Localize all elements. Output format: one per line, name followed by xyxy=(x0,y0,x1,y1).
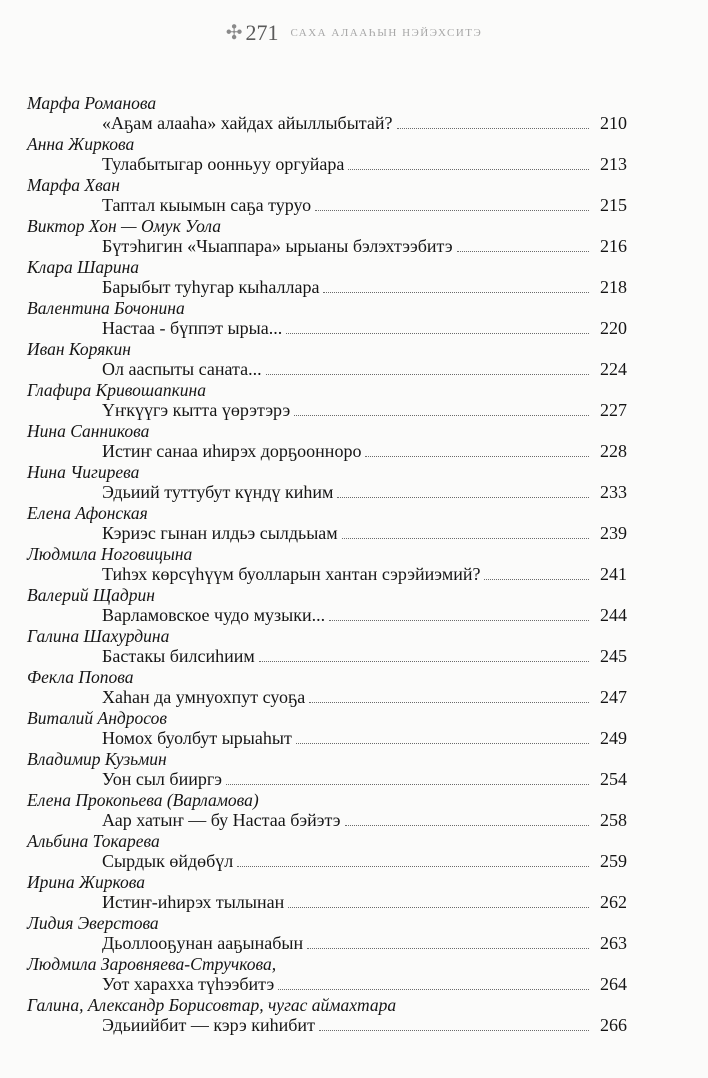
entry-line xyxy=(27,810,627,831)
entry-author: Марфа Хван xyxy=(27,175,120,195)
dot-leader xyxy=(329,616,589,621)
table-of-contents xyxy=(27,93,627,1036)
toc-entry xyxy=(27,790,627,831)
entry-line xyxy=(27,605,627,626)
toc-entry xyxy=(27,175,627,216)
entry-page-number: 213 xyxy=(600,154,627,174)
entry-author: Елена Прокопьева (Варламова) xyxy=(27,790,259,810)
entry-author: Лидия Эверстова xyxy=(27,913,159,933)
entry-page-number: 259 xyxy=(600,851,627,871)
entry-page-number: 210 xyxy=(600,113,627,133)
entry-author: Людмила Заровняева-Стручкова, xyxy=(27,954,277,974)
entry-author: Ирина Жиркова xyxy=(27,872,145,892)
dot-leader xyxy=(294,411,589,416)
entry-title: Истиҥ-иһирэх тылынан xyxy=(102,892,285,912)
entry-title: Бастакы билсиһиим xyxy=(102,646,255,666)
dot-leader xyxy=(315,206,589,211)
dot-leader xyxy=(286,329,589,334)
entry-title: Бүтэһигин «Чыаппара» ырыаны бэлэхтээбитэ xyxy=(102,236,453,256)
ornament-icon: ✣ xyxy=(225,22,243,44)
dot-leader xyxy=(457,247,589,252)
dot-leader xyxy=(266,370,589,375)
dot-leader xyxy=(337,493,589,498)
entry-line xyxy=(27,1015,627,1036)
entry-page-number: 228 xyxy=(600,441,627,461)
dot-leader xyxy=(323,288,589,293)
entry-line xyxy=(27,851,627,872)
entry-title: Тиһэх көрсүһүүм буолларын хантан сэрэйиэмий? xyxy=(102,564,481,584)
entry-title: Уон сыл бииргэ xyxy=(102,769,222,789)
entry-page-number: 247 xyxy=(600,687,627,707)
toc-entry xyxy=(27,872,627,913)
entry-line xyxy=(27,318,627,339)
entry-title: Эдьиий туттубут күндү киһим xyxy=(102,482,334,502)
toc-entry xyxy=(27,544,627,585)
entry-author: Анна Жиркова xyxy=(27,134,135,154)
toc-entry xyxy=(27,462,627,503)
entry-page-number: 239 xyxy=(600,523,627,543)
entry-author: Валерий Щадрин xyxy=(27,585,155,605)
toc-entry xyxy=(27,298,627,339)
entry-page-number: 258 xyxy=(600,810,627,830)
entry-page-number: 262 xyxy=(600,892,627,912)
entry-page-number: 264 xyxy=(600,974,627,994)
entry-line xyxy=(27,154,627,175)
entry-line xyxy=(27,646,627,667)
entry-title: Тулабытыгар оонньуу оргуйара xyxy=(102,154,345,174)
entry-line xyxy=(27,769,627,790)
entry-author: Нина Чигирева xyxy=(27,462,140,482)
toc-entry xyxy=(27,831,627,872)
entry-author: Людмила Ноговицына xyxy=(27,544,193,564)
entry-line xyxy=(27,892,627,913)
dot-leader xyxy=(278,985,589,990)
entry-author: Глафира Кривошапкина xyxy=(27,380,206,400)
toc-entry xyxy=(27,503,627,544)
entry-title: «Аҕам алааһа» хайдах айыллыбытай? xyxy=(102,113,393,133)
toc-entry xyxy=(27,667,627,708)
entry-line xyxy=(27,359,627,380)
running-title: САХА АЛААҺЫН НЭЙЭХСИТЭ xyxy=(290,26,483,39)
entry-page-number: 245 xyxy=(600,646,627,666)
entry-page-number: 224 xyxy=(600,359,627,379)
entry-author: Виктор Хон — Омук Уола xyxy=(27,216,221,236)
dot-leader xyxy=(484,575,589,580)
toc-entry xyxy=(27,134,627,175)
entry-author: Валентина Бочонина xyxy=(27,298,185,318)
toc-entry xyxy=(27,954,627,995)
entry-line xyxy=(27,236,627,257)
entry-title: Уот хараххa түһээбитэ xyxy=(102,974,275,994)
entry-line xyxy=(27,933,627,954)
entry-title: Варламовское чудо музыки... xyxy=(102,605,326,625)
toc-entry xyxy=(27,626,627,667)
dot-leader xyxy=(226,780,589,785)
entry-line xyxy=(27,728,627,749)
toc-entry xyxy=(27,708,627,749)
toc-entry xyxy=(27,216,627,257)
entry-page-number: 218 xyxy=(600,277,627,297)
entry-author: Альбина Токарева xyxy=(27,831,160,851)
toc-entry xyxy=(27,339,627,380)
entry-title: Үҥкүүгэ кытта үөрэтэрэ xyxy=(102,400,291,420)
toc-entry xyxy=(27,257,627,298)
entry-title: Сырдык өйдөбүл xyxy=(102,851,234,871)
entry-author: Виталий Андросов xyxy=(27,708,167,728)
entry-title: Дьоллооҕунан ааҕынабын xyxy=(102,933,304,953)
entry-page-number: 254 xyxy=(600,769,627,789)
entry-page-number: 216 xyxy=(600,236,627,256)
dot-leader xyxy=(342,534,589,539)
entry-line xyxy=(27,482,627,503)
entry-line xyxy=(27,400,627,421)
entry-page-number: 244 xyxy=(600,605,627,625)
entry-title: Номох буолбут ырыаһыт xyxy=(102,728,292,748)
running-header xyxy=(0,22,708,44)
entry-line xyxy=(27,974,627,995)
entry-line xyxy=(27,113,627,134)
entry-page-number: 249 xyxy=(600,728,627,748)
dot-leader xyxy=(397,124,589,129)
toc-entry xyxy=(27,995,627,1036)
toc-entry xyxy=(27,421,627,462)
entry-author: Галина Шахурдина xyxy=(27,626,170,646)
entry-title: Настаа - бүппэт ырыа... xyxy=(102,318,283,338)
entry-title: Барыбыт туһугар кыһаллара xyxy=(102,277,320,297)
entry-title: Истиҥ санаа иһирэх дорҕооннoро xyxy=(102,441,362,461)
dot-leader xyxy=(309,698,589,703)
toc-entry xyxy=(27,380,627,421)
entry-title: Таптал кыымын саҕа туруо xyxy=(102,195,312,215)
entry-line xyxy=(27,441,627,462)
dot-leader xyxy=(237,862,589,867)
entry-line xyxy=(27,523,627,544)
entry-title: Эдьиийбит — кэрэ киһибит xyxy=(102,1015,315,1035)
dot-leader xyxy=(307,944,589,949)
toc-entry xyxy=(27,749,627,790)
dot-leader xyxy=(259,657,589,662)
entry-author: Фекла Попова xyxy=(27,667,134,687)
page-number: 271 xyxy=(245,20,279,45)
entry-line xyxy=(27,195,627,216)
entry-page-number: 215 xyxy=(600,195,627,215)
entry-line xyxy=(27,564,627,585)
entry-page-number: 227 xyxy=(600,400,627,420)
entry-author: Владимир Кузьмин xyxy=(27,749,167,769)
entry-page-number: 233 xyxy=(600,482,627,502)
entry-page-number: 220 xyxy=(600,318,627,338)
dot-leader xyxy=(319,1026,589,1031)
entry-title: Аар хатыҥ — бу Настаа бэйэтэ xyxy=(102,810,341,830)
entry-line xyxy=(27,687,627,708)
entry-author: Иван Корякин xyxy=(27,339,131,359)
dot-leader xyxy=(348,165,589,170)
entry-page-number: 263 xyxy=(600,933,627,953)
toc-entry xyxy=(27,913,627,954)
entry-author: Нина Санникова xyxy=(27,421,150,441)
dot-leader xyxy=(345,821,589,826)
entry-author: Клара Шарина xyxy=(27,257,140,277)
entry-author: Галина, Александр Борисовтар, чугас аймахтара xyxy=(27,995,397,1015)
toc-entry xyxy=(27,93,627,134)
entry-author: Марфа Романова xyxy=(27,93,157,113)
entry-title: Ол ааспыты саната... xyxy=(102,359,262,379)
dot-leader xyxy=(288,903,589,908)
entry-page-number: 241 xyxy=(600,564,627,584)
entry-title: Кэриэс гынан илдьэ сылдьыам xyxy=(102,523,338,543)
dot-leader xyxy=(296,739,589,744)
entry-page-number: 266 xyxy=(600,1015,627,1035)
entry-title: Хаһан да умнуохпут суоҕа xyxy=(102,687,306,707)
entry-author: Елена Афонская xyxy=(27,503,148,523)
dot-leader xyxy=(365,452,589,457)
toc-entry xyxy=(27,585,627,626)
entry-line xyxy=(27,277,627,298)
